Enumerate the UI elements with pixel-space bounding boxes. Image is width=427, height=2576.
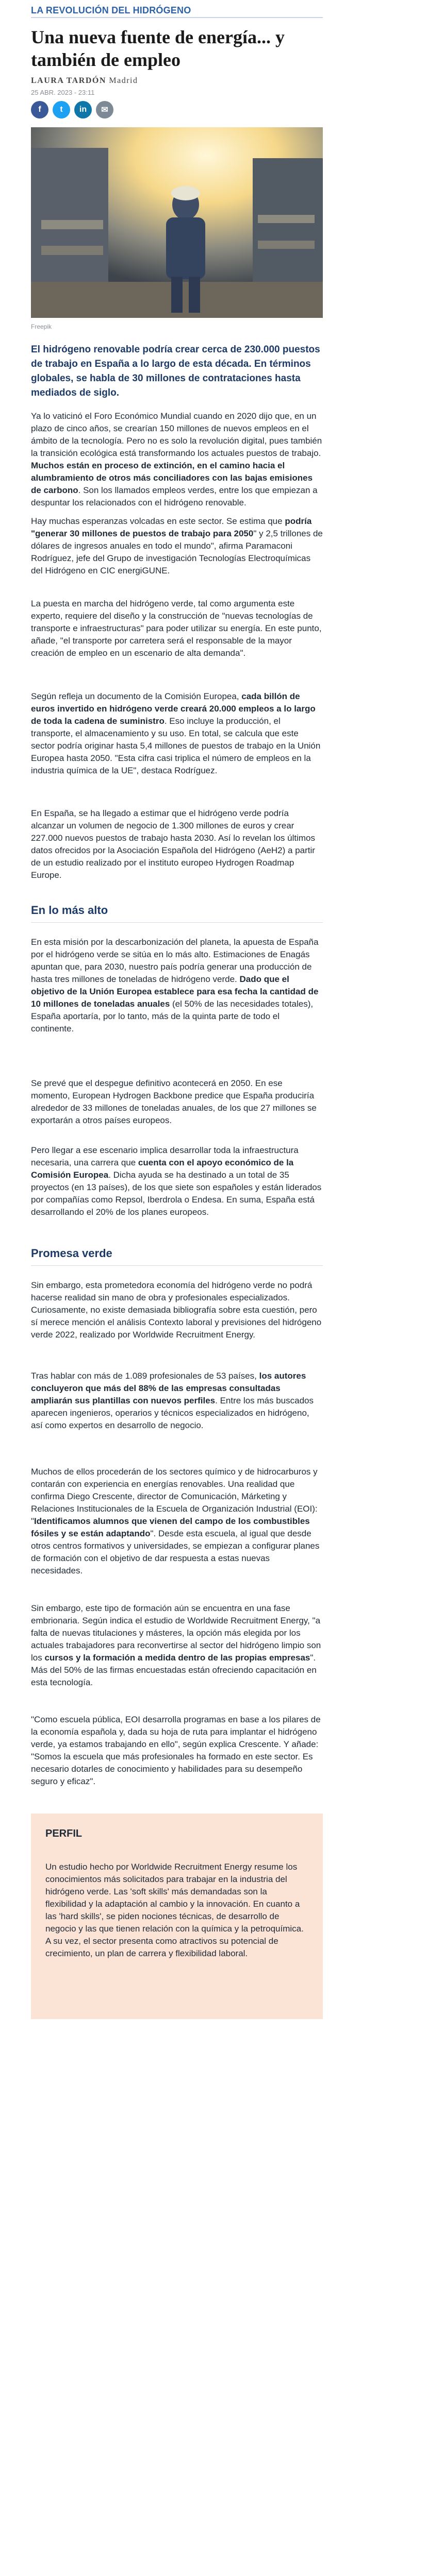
paragraph-12: Sin embargo, este tipo de formación aún se encuentra en una fase embrionaria. Según indica el estudio de Worldwide Recruitment Energy, "a falta de nuevas titulaciones y másteres, la opción más elegida por los actuales trabajadores para reconvertirse al sector del hidrógeno limpio son los cursos y la formación a medida dentro de las propias empresas". Más del 50% de las firmas encuestadas están ofreciendo capacitación en esta tecnología. bbox=[31, 1603, 321, 1687]
section-title-1: En lo más alto bbox=[31, 904, 108, 917]
paragraph-1: Ya lo vaticinó el Foro Económico Mundial cuando en 2020 dijo que, en un plazo de cinco años, se crearían 150 millones de nuevos empleos en el ámbito de la tecnología. Pero no es solo la revolución digital, pues también la transición ecológica está transformando los actuales puestos de trabajo. Muchos están en proceso de extinción, en el camino hacia el alumbramiento de otros más conciliadores con las bajas emisiones de carbono. Son los llamados empleos verdes, entre los que empiezan a despuntar los relacionados con el hidrógeno renovable. bbox=[31, 411, 322, 507]
facebook-share-icon[interactable]: f bbox=[31, 101, 48, 118]
email-share-icon[interactable]: ✉ bbox=[96, 101, 113, 118]
paragraph-2: Hay muchas esperanzas volcadas en este sector. Se estima que podría "generar 30 millones de puestos de trabajo para 2050" y 2,5 trillones de dólares de ingresos anuales en todo el mundo", afirma Paramaconi Rodríguez, jefe del Grupo de investigación Tecnologías Electroquímicas del Hidrógeno en CIC energiGUNE. bbox=[31, 516, 323, 575]
kicker-divider bbox=[31, 17, 323, 18]
section-title-2: Promesa verde bbox=[31, 1247, 112, 1260]
twitter-share-icon[interactable]: t bbox=[53, 101, 70, 118]
paragraph-5: En España, se ha llegado a estimar que el hidrógeno verde podría alcanzar un volumen de negocio de 1.300 millones de euros y crear 227.000 nuevos puestos de trabajo hasta 2030. Así lo revelan los últimos datos ofrecidos por la Asociación Española del Hidrógeno (AeH2) a partir de un estudio realizado por el instituto europeo Hydrogen Roadmap Europe. bbox=[31, 808, 315, 880]
section-divider-1 bbox=[31, 922, 323, 923]
paragraph-9: Sin embargo, esta prometedora economía del hidrógeno verde no podrá hacerse realidad sin mano de obra y profesionales especializados. Curiosamente, no existe demasiada bibliografía sobre esta cuestión, pero sí merece mención el análisis Contexto laboral y previsiones del hidrógeno verde 2022, realizado por Worldwide Recruitment Energy. bbox=[31, 1280, 322, 1340]
section-kicker[interactable]: LA REVOLUCIÓN DEL HIDRÓGENO bbox=[31, 5, 191, 15]
paragraph-3: La puesta en marcha del hidrógeno verde, tal como argumenta este experto, requiere del diseño y la construcción de "nuevas tecnologías de transporte e infraestructuras" para poder utilizar su energía. En este punto, añade, "el transporte por carretera será el responsable de la mayor creación de empleo en un escenario de alta demanda". bbox=[31, 599, 322, 658]
paragraph-10: Tras hablar con más de 1.089 profesionales de 53 países, los autores concluyeron que más del 88% de las empresas consultadas ampliarán sus plantillas con nuevos perfiles. Entre los más buscados aparecen ingenieros, operarios y técnicos especializados en hidrógeno, así como expertos en desarrollo de negocio. bbox=[31, 1371, 314, 1430]
linkedin-share-icon[interactable]: in bbox=[74, 101, 92, 118]
section-divider-2 bbox=[31, 1265, 323, 1266]
paragraph-4: Según refleja un documento de la Comisión Europea, cada billón de euros invertido en hidrógeno verde creará 20.000 empleos a lo largo de toda la cadena de suministro. Eso incluye la producción, el transporte, el almacenamiento y su uso. En total, se calcula que este sector podría originar hasta 5,4 millones de puestos de trabajo en la Unión Europea hasta 2050. "Esta cifra casi triplica el número de empleos en la industria química de la UE", destaca Rodríguez. bbox=[31, 691, 321, 775]
author-place: Madrid bbox=[109, 76, 138, 85]
paragraph-7: Se prevé que el despegue definitivo acontecerá en 2050. En ese momento, European Hydrogen Backbone predice que España produciría alrededor de 33 millones de toneladas anuales, de los que 27 millones se exportarán a otros países europeos. bbox=[31, 1078, 317, 1125]
paragraph-11: Muchos de ellos procederán de los sectores químico y de hidrocarburos y contarán con experiencia en energías renovables. Una realidad que confirma Diego Crescente, director de Comunicación, Márketing y Relaciones Institucionales de la Escuela de Organización Industrial (EOI): "Identificamos alumnos que vienen del campo de los combustibles fósiles y se están adaptando". Desde esta escuela, al igual que desde otros centros formativos y universidades, se empiezan a configurar planes de formación con el objetivo de dar respuesta a estas nuevas necesidades. bbox=[31, 1467, 320, 1575]
article-title: Una nueva fuente de energía... y también de empleo bbox=[31, 27, 285, 70]
perfil-box bbox=[31, 1814, 323, 2019]
perfil-text: Un estudio hecho por Worldwide Recruitment Energy resume los conocimientos más solicitados para trabajar en la industria del hidrógeno verde. Las 'soft skills' más demandadas son la flexibilidad y la adaptación al cambio y la innovación. En cuanto a las 'hard skills', se piden nociones técnicas, de desarrollo de negocio y las que tienen relación con la química y la petroquímica. A su vez, el sector presenta como atractivos su potencial de crecimiento, un plan de carrera y flexibilidad laboral. bbox=[45, 1862, 304, 1958]
perfil-title: PERFIL bbox=[45, 1828, 83, 1839]
article-intro: El hidrógeno renovable podría crear cerca de 230.000 puestos de trabajo en España a lo largo de esta década. En términos globales, se habla de 30 millones de contrataciones hasta mediados de siglo. bbox=[31, 344, 320, 398]
photo-credit: Freepik bbox=[31, 323, 52, 330]
publish-date: 25 ABR. 2023 - 23:11 bbox=[31, 89, 95, 96]
paragraph-8: Pero llegar a ese escenario implica desarrollar toda la infraestructura necesaria, una carrera que cuenta con el apoyo económico de la Comisión Europea. Dicha ayuda se ha destinado a un total de 35 proyectos (en 13 países), de los que siete son españoles y están liderados por compañías como Repsol, Iberdrola o Endesa. En suma, España está desarrollando el 20% de los planes europeos. bbox=[31, 1145, 322, 1217]
share-buttons bbox=[31, 101, 113, 118]
byline bbox=[31, 76, 138, 86]
author-name[interactable]: LAURA TARDÓN bbox=[31, 76, 106, 85]
paragraph-6: En esta misión por la descarbonización del planeta, la apuesta de España por el hidrógeno verde se sitúa en lo más alto. Estimaciones de Enagás apuntan que, para 2030, nuestro país podría generar una producción de hasta tres millones de toneladas de hidrógeno verde. Dado que el objetivo de la Unión Europea establece para esa fecha la cantidad de 10 millones de toneladas anuales (el 50% de las necesidades totales), España aportaría, por lo tanto, más de la quinta parte de todo el continente. bbox=[31, 937, 319, 1033]
hero-photo bbox=[31, 127, 323, 318]
paragraph-13: "Como escuela pública, EOI desarrolla programas en base a los pilares de la economía española y, dada su hoja de ruta para implantar el hidrógeno verde, ya estamos trabajando en ello", según explica Crescente. Y añade: "Somos la escuela que más profesionales ha formado en este sector. Es necesario dotarles de conocimiento y habilidades para su desempeño seguro y eficaz". bbox=[31, 1715, 321, 1786]
